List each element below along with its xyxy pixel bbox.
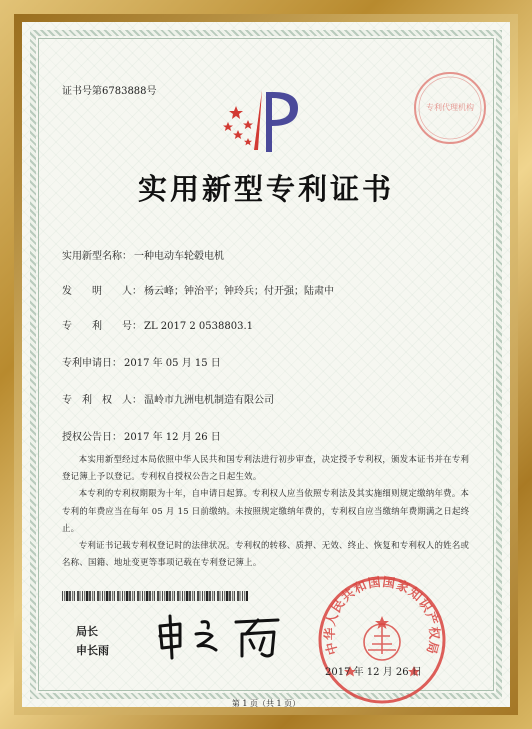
director-title: 局长: [76, 625, 98, 638]
certificate-title: 实用新型专利证书: [137, 172, 394, 206]
utility-model-name-label: 实用新型名称：: [62, 251, 132, 262]
handwritten-signature: [150, 612, 300, 660]
certificate-body: [62, 451, 470, 571]
patent-number-value: ZL 2017 2 0538803.1: [144, 321, 254, 332]
official-seal-icon: [312, 570, 452, 707]
patentee-label: 专 利 权 人：: [62, 395, 142, 406]
director-name: 申长雨: [76, 644, 109, 657]
certificate-number: 证书号第6783888号: [62, 86, 157, 97]
inventor-label: 发 明 人：: [62, 286, 142, 297]
grant-date-label: 授权公告日：: [62, 432, 122, 443]
body-paragraph: 本实用新型经过本局依照中华人民共和国专利法进行初步审查，决定授予专利权，颁发本证书并在专利登记簿上予以登记。专利权自授权公告之日起生效。: [62, 454, 470, 482]
barcode: [62, 591, 248, 601]
seal-date: 2017 年 12 月 26 日: [325, 667, 422, 678]
filing-date-value: 2017 年 05 月 15 日: [124, 358, 221, 369]
patentee-value: 温岭市九洲电机制造有限公司: [144, 395, 274, 406]
page-number: 第 1 页（共 1 页）: [231, 699, 301, 707]
patentee-field: [62, 391, 274, 406]
seal-text: 中华人民共和国国家知识产权局: [321, 573, 443, 657]
signatory-title: [76, 622, 109, 660]
body-paragraph: 专利证书记载专利权登记时的法律状况。专利权的转移、质押、无效、终止、恢复和专利权人的姓名或名称、国籍、地址变更等事项记载在专利登记簿上。: [62, 540, 470, 568]
patent-number-label: 专 利 号：: [62, 321, 142, 332]
small-seal-text: 专利代理机构: [426, 103, 474, 112]
body-paragraph: 本专利的专利权期限为十年，自申请日起算。专利权人应当依照专利法及其实施细则规定缴纳年费。本专利的年费应当在每年 05 月 15 日前缴纳。未按照规定缴纳年费的，专利权自应当缴纳年费期满之日起终止。: [62, 488, 470, 533]
agency-seal-icon: [410, 68, 490, 148]
inventor-field: [62, 282, 334, 297]
filing-date-label: 专利申请日：: [62, 358, 122, 369]
certificate-paper: [22, 22, 510, 707]
patent-number-field: [62, 317, 253, 332]
grant-date-field: [62, 428, 221, 443]
utility-model-name-field: [62, 247, 224, 262]
utility-model-name-value: 一种电动车轮毂电机: [134, 251, 224, 262]
grant-date-value: 2017 年 12 月 26 日: [124, 432, 221, 443]
patent-office-logo-icon: [218, 80, 318, 160]
inventor-value: 杨云峰；钟治平；钟玲兵；付开强；陆肃中: [144, 286, 334, 297]
filing-date-field: [62, 354, 221, 369]
